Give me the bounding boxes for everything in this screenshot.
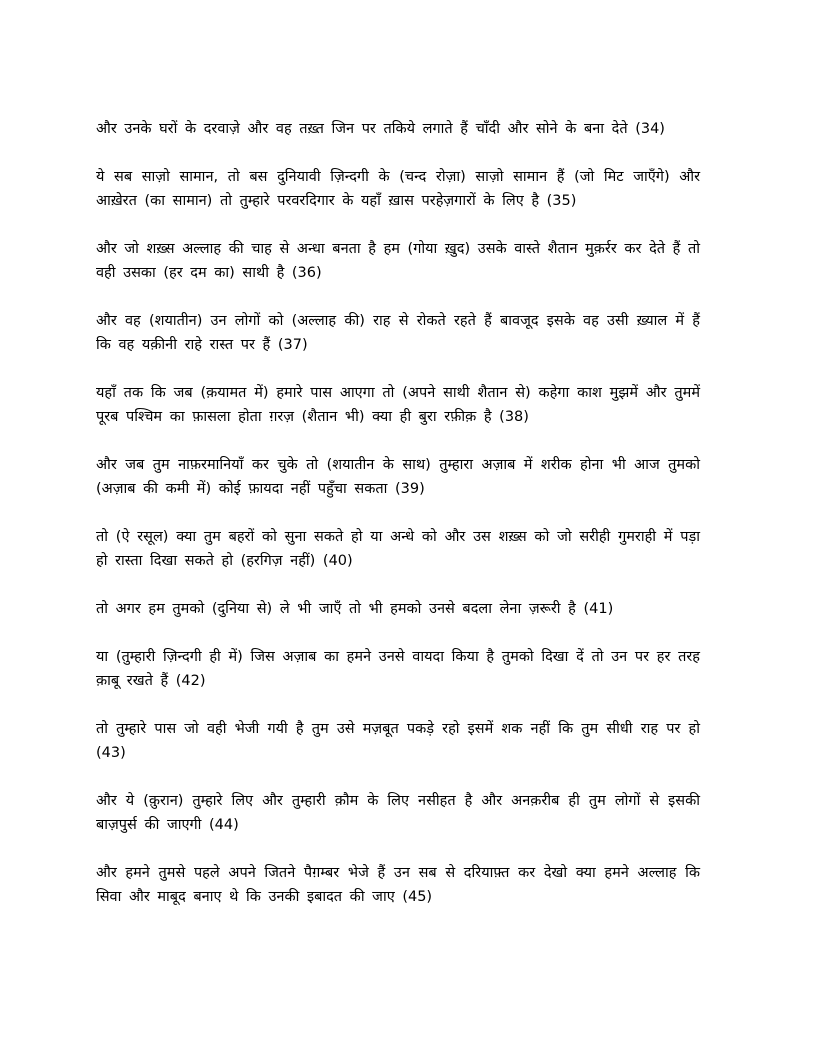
verse-43: तो तुम्हारे पास जो वही भेजी गयी है तुम उसे मज़बूत पकड़े रहो इसमें शक नहीं कि तुम सीधी राह पर हो (43) (96, 721, 700, 761)
verse-44: और ये (क़ुरान) तुम्हारे लिए और तुम्हारी क़ौम के लिए नसीहत है और अनक़रीब ही तुम लोगों से इसकी बाज़पुर्स की जाएगी (44) (96, 793, 700, 833)
verse-38: यहाँ तक कि जब (क़यामत में) हमारे पास आएगा तो (अपने साथी शैतान से) कहेगा काश मुझमें और तुममें पूरब पश्चिम का फ़ासला होता ग़रज़ (शैतान भी) क्या ही बुरा रफ़ीक़ है (38) (96, 385, 700, 425)
verse-39: और जब तुम नाफ़रमानियाँ कर चुके तो (शयातीन के साथ) तुम्हारा अज़ाब में शरीक होना भी आज तुमको (अज़ाब की कमी में) कोई फ़ायदा नहीं पहुँचा सकता (39) (96, 457, 700, 497)
verse-45: और हमने तुमसे पहले अपने जितने पैग़म्बर भेजे हैं उन सब से दरियाफ़्त कर देखो क्या हमने अल्लाह कि सिवा और माबूद बनाए थे कि उनकी इबादत की जाए (45) (96, 865, 700, 905)
verse-34: और उनके घरों के दरवाज़े और वह तख़्त जिन पर तकिये लगाते हैं चाँदी और सोने के बना देते (34) (96, 121, 665, 137)
verse-37: और वह (शयातीन) उन लोगों को (अल्लाह की) राह से रोकते रहते हैं बावजूद इसके वह उसी ख़्याल में हैं कि वह यक़ीनी राहे रास्त पर हैं (37) (96, 313, 700, 353)
verse-42: या (तुम्हारी ज़िन्दगी ही में) जिस अज़ाब का हमने उनसे वायदा किया है तुमको दिखा दें तो उन पर हर तरह क़ाबू रखते हैं (42) (96, 649, 700, 689)
verse-41: तो अगर हम तुमको (दुनिया से) ले भी जाएँ तो भी हमको उनसे बदला लेना ज़रूरी है (41) (96, 601, 614, 617)
verse-35: ये सब साज़ो सामान, तो बस दुनियावी ज़िन्दगी के (चन्द रोज़ा) साज़ो सामान हैं (जो मिट जाएँगे) और आख़ेरत (का सामान) तो तुम्हारे परवरदिगार के यहाँ ख़ास परहेज़गारों के लिए है (35) (96, 169, 700, 209)
verse-40: तो (ऐ रसूल) क्या तुम बहरों को सुना सकते हो या अन्धे को और उस शख़्स को जो सरीही गुमराही में पड़ा हो रास्ता दिखा सकते हो (हरगिज़ नहीं) (40) (96, 529, 700, 569)
verse-list (96, 117, 700, 933)
verse-36: और जो शख़्स अल्लाह की चाह से अन्धा बनता है हम (गोया ख़ुद) उसके वास्ते शैतान मुक़र्रर कर देते हैं तो वही उसका (हर दम का) साथी है (36) (96, 241, 700, 281)
